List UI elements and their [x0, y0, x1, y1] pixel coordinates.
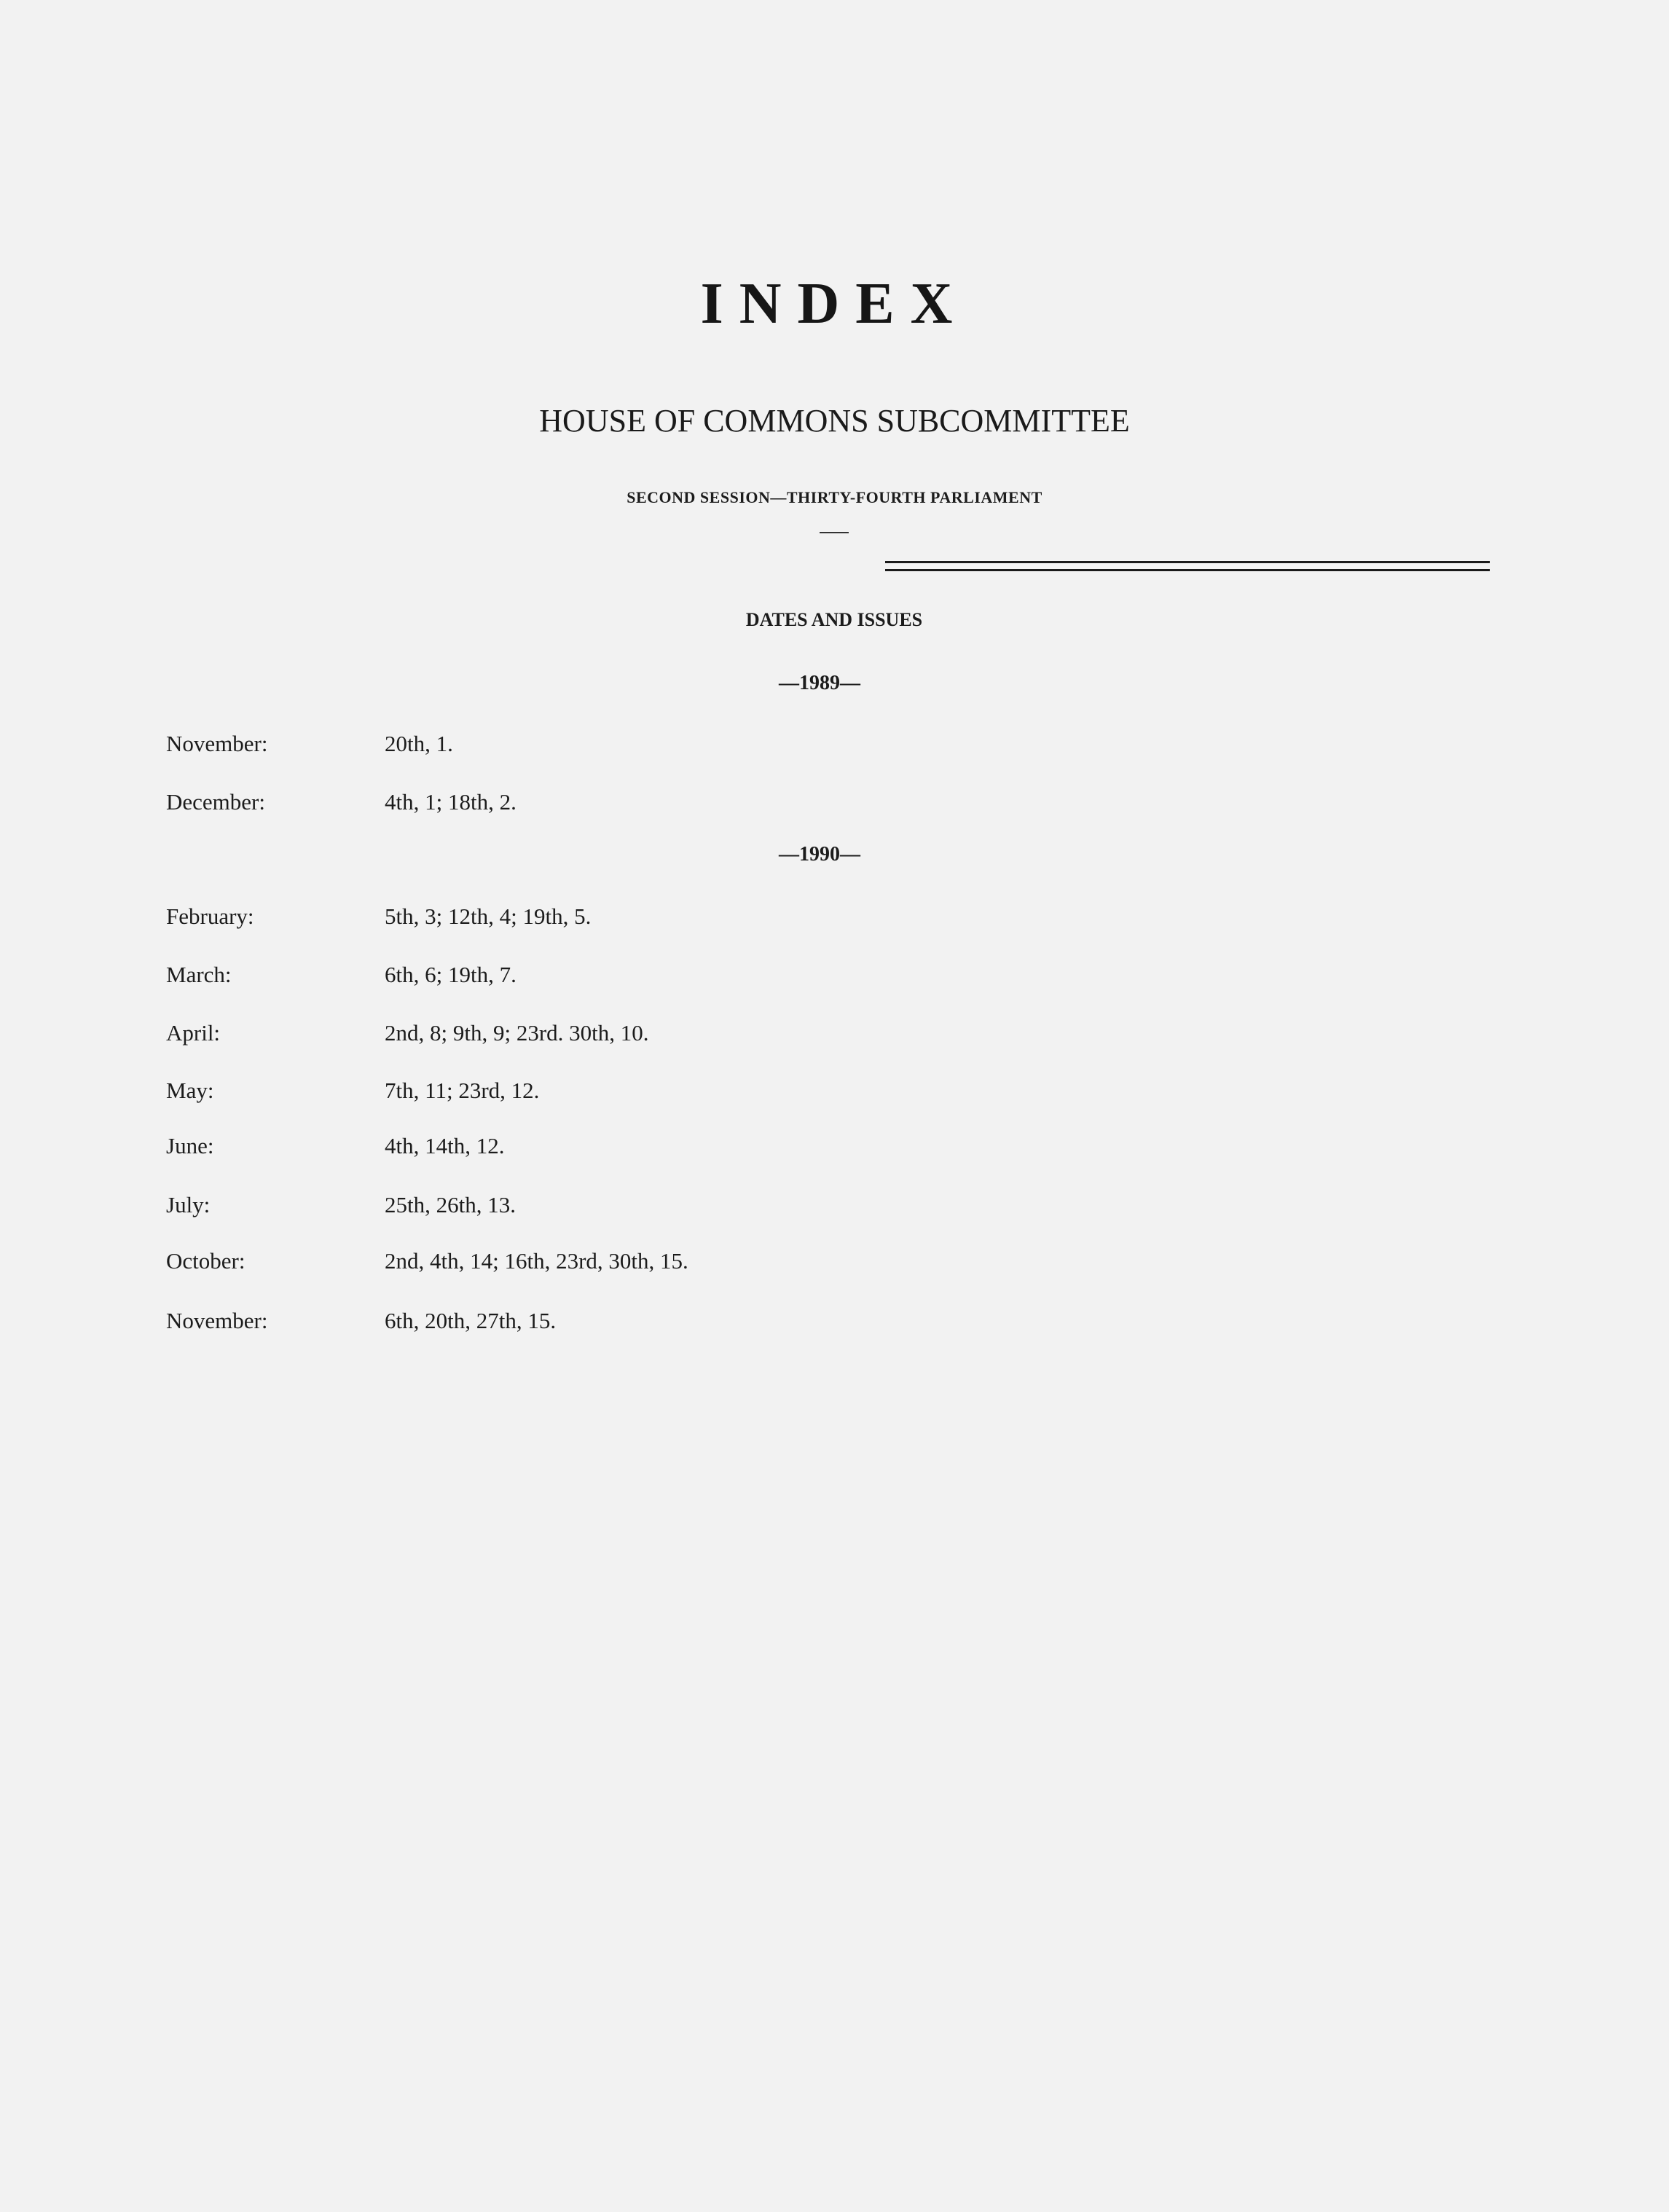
short-divider	[820, 532, 849, 533]
issue-list: 2nd, 8; 9th, 9; 23rd. 30th, 10.	[385, 1020, 649, 1046]
issue-list: 7th, 11; 23rd, 12.	[385, 1078, 540, 1103]
month-label: May:	[166, 1078, 214, 1103]
month-label: July:	[166, 1192, 211, 1217]
issue-list: 4th, 14th, 12.	[385, 1133, 505, 1158]
dates-and-issues-heading: DATES AND ISSUES	[745, 609, 923, 630]
month-label: March:	[166, 962, 232, 987]
year-heading-1989: —1989—	[779, 672, 860, 694]
month-label: November:	[166, 731, 268, 756]
issue-list: 25th, 26th, 13.	[385, 1192, 516, 1217]
month-label: February:	[166, 903, 254, 929]
issue-list: 6th, 6; 19th, 7.	[385, 962, 517, 987]
month-label: December:	[166, 789, 265, 815]
issue-list: 6th, 20th, 27th, 15.	[385, 1308, 557, 1333]
month-label: October:	[166, 1248, 246, 1274]
index-title: INDEX	[700, 272, 969, 336]
issue-list: 20th, 1.	[385, 731, 453, 756]
issue-list: 5th, 3; 12th, 4; 19th, 5.	[385, 903, 592, 929]
issue-list: 2nd, 4th, 14; 16th, 23rd, 30th, 15.	[385, 1248, 688, 1274]
session-heading: SECOND SESSION—THIRTY-FOURTH PARLIAMENT	[627, 488, 1042, 506]
double-divider	[885, 561, 1490, 571]
month-label: April:	[166, 1020, 221, 1046]
month-label: November:	[166, 1308, 268, 1333]
committee-heading: HOUSE OF COMMONS SUBCOMMITTEE	[539, 403, 1130, 439]
year-heading-1990: —1990—	[779, 843, 860, 866]
issue-list: 4th, 1; 18th, 2.	[385, 789, 517, 815]
month-label: June:	[166, 1133, 214, 1158]
